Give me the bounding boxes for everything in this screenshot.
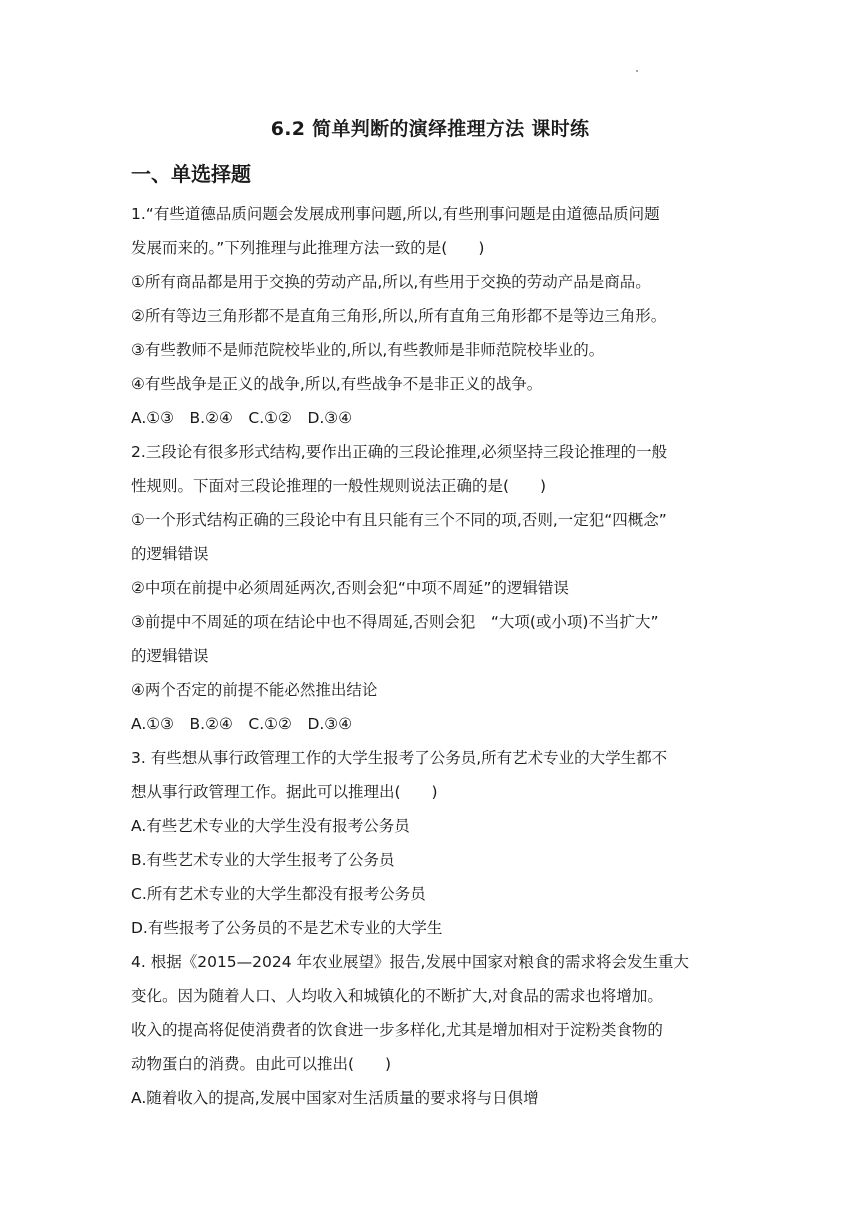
text-line: 3. 有些想从事行政管理工作的大学生报考了公务员,所有艺术专业的大学生都不 bbox=[131, 749, 668, 767]
text-line: A.①③ B.②④ C.①② D.③④ bbox=[131, 409, 353, 427]
section-heading: 一、单选择题 bbox=[131, 162, 251, 186]
text-line: 性规则。下面对三段论推理的一般性规则说法正确的是( ) bbox=[131, 477, 547, 495]
text-line: 动物蛋白的消费。由此可以推出( ) bbox=[131, 1055, 392, 1073]
text-line: B.有些艺术专业的大学生报考了公务员 bbox=[131, 851, 395, 869]
text-line: ①一个形式结构正确的三段论中有且只能有三个不同的项,否则,一定犯“四概念” bbox=[131, 511, 667, 529]
text-line: 的逻辑错误 bbox=[131, 545, 209, 563]
text-line: 发展而来的。”下列推理与此推理方法一致的是( ) bbox=[131, 239, 485, 257]
text-line: ④有些战争是正义的战争,所以,有些战争不是非正义的战争。 bbox=[131, 375, 543, 393]
text-line: 1.“有些道德品质问题会发展成刑事问题,所以,有些刑事问题是由道德品质问题 bbox=[131, 205, 660, 223]
scan-dot bbox=[636, 70, 638, 72]
text-line: ③前提中不周延的项在结论中也不得周延,否则会犯 “大项(或小项)不当扩大” bbox=[131, 613, 659, 631]
text-line: 想从事行政管理工作。据此可以推理出( ) bbox=[131, 783, 438, 801]
text-line: ③有些教师不是师范院校毕业的,所以,有些教师是非师范院校毕业的。 bbox=[131, 341, 605, 359]
text-line: ②中项在前提中必须周延两次,否则会犯“中项不周延”的逻辑错误 bbox=[131, 579, 569, 597]
text-line: ②所有等边三角形都不是直角三角形,所以,所有直角三角形都不是等边三角形。 bbox=[131, 307, 667, 325]
text-line: C.所有艺术专业的大学生都没有报考公务员 bbox=[131, 885, 426, 903]
page-title: 6.2 简单判断的演绎推理方法 课时练 bbox=[270, 118, 590, 140]
text-line: A.随着收入的提高,发展中国家对生活质量的要求将与日俱增 bbox=[131, 1089, 539, 1107]
text-line: D.有些报考了公务员的不是艺术专业的大学生 bbox=[131, 919, 443, 937]
text-line: ④两个否定的前提不能必然推出结论 bbox=[131, 681, 378, 699]
text-line: ①所有商品都是用于交换的劳动产品,所以,有些用于交换的劳动产品是商品。 bbox=[131, 273, 651, 291]
text-line: A.①③ B.②④ C.①② D.③④ bbox=[131, 715, 353, 733]
text-line: 收入的提高将促使消费者的饮食进一步多样化,尤其是增加相对于淀粉类食物的 bbox=[131, 1021, 663, 1039]
text-line: 变化。因为随着人口、人均收入和城镇化的不断扩大,对食品的需求也将增加。 bbox=[131, 987, 663, 1005]
text-line: 的逻辑错误 bbox=[131, 647, 209, 665]
text-line: A.有些艺术专业的大学生没有报考公务员 bbox=[131, 817, 410, 835]
text-line: 4. 根据《2015—2024 年农业展望》报告,发展中国家对粮食的需求将会发生重大 bbox=[131, 953, 689, 971]
text-line: 2.三段论有很多形式结构,要作出正确的三段论推理,必须坚持三段论推理的一般 bbox=[131, 443, 668, 461]
question-content bbox=[131, 197, 731, 1115]
